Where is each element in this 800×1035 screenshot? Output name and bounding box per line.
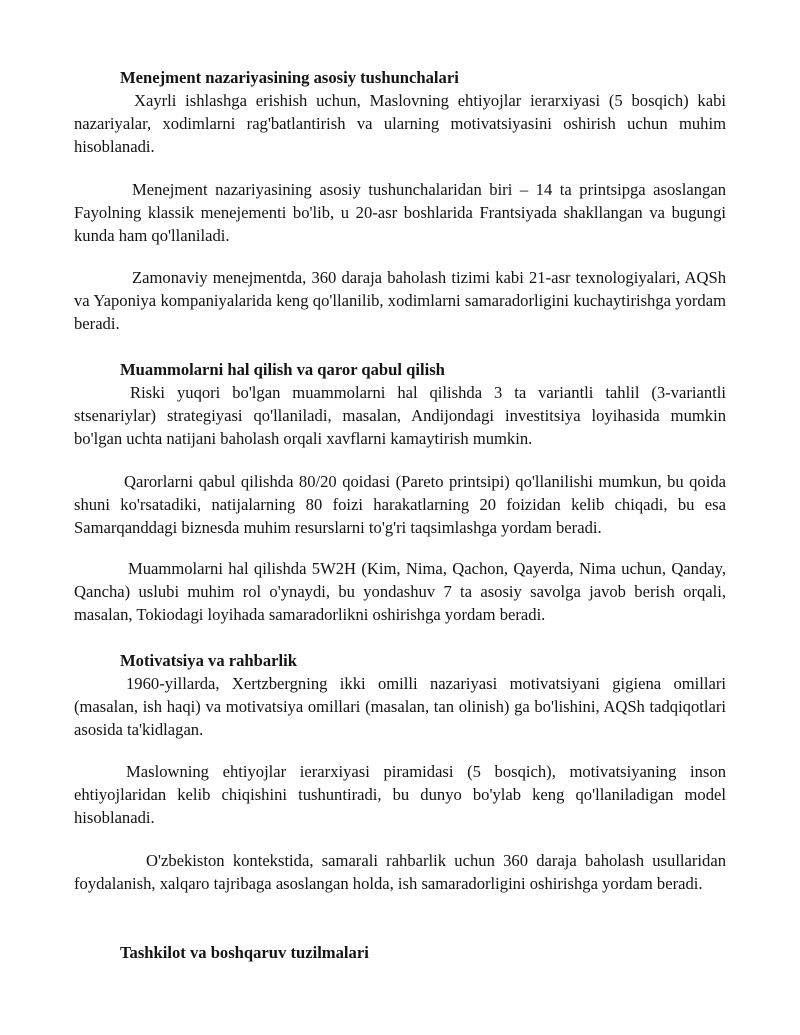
section-heading-3: Motivatsiya va rahbarlik (120, 651, 297, 670)
paragraph-1-3: Zamonaviy menejmentda, 360 daraja baholash tizimi kabi 21-asr texnologiyalari, AQSh va Yaponiya kompaniyalarida keng qo'llanilib, xodimlarni samaradorligini kuchaytirishga yordam beradi. (74, 268, 726, 333)
paragraph-3-3: O'zbekiston kontekstida, samarali rahbarlik uchun 360 daraja baholash usullaridan foydalanish, xalqaro tajribaga asoslangan holda, ish samaradorligini oshirishga yordam beradi. (74, 851, 726, 893)
paragraph-1-2: Menejment nazariyasining asosiy tushunchalaridan biri – 14 ta printsipga asoslangan Fayolning klassik menejementi bo'lib, u 20-asr boshlarida Frantsiyada shakllangan va bugungi kunda ham qo'llaniladi. (74, 180, 726, 245)
paragraph-2-3: Muammolarni hal qilishda 5W2H (Kim, Nima, Qachon, Qayerda, Nima uchun, Qanday, Qancha) uslubi muhim rol o'ynaydi, bu yondashuv 7 ta asosiy savolga javob berish orqali, masalan, Tokiodagi loyihada samaradorlikni oshirishga yordam beradi. (74, 559, 726, 624)
paragraph-2-1: Riski yuqori bo'lgan muammolarni hal qilishda 3 ta variantli tahlil (3-variantli stsenariylar) strategiyasi qo'llaniladi, masalan, Andijondagi investitsiya loyihasida mumkin bo'lgan uchta natijani baholash orqali xavflarni kamaytirish mumkin. (74, 383, 726, 448)
paragraph-3-2: Maslowning ehtiyojlar ierarxiyasi piramidasi (5 bosqich), motivatsiyaning inson ehtiyojlaridan kelib chiqishini tushuntiradi, bu dunyo bo'ylab keng qo'llaniladigan model hisoblanadi. (74, 762, 726, 827)
paragraph-1-1: Xayrli ishlashga erishish uchun, Maslovning ehtiyojlar ierarxiyasi (5 bosqich) kabi nazariyalar, xodimlarni rag'batlantirish va ularning motivatsiyasini oshirish uchun muhim hisoblanadi. (74, 91, 726, 156)
paragraph-2-2: Qarorlarni qabul qilishda 80/20 qoidasi (Pareto printsipi) qo'llanilishi mumkun, bu qoida shuni ko'rsatadiki, natijalarning 80 foizi harakatlarning 20 foizidan kelib chiqadi, bu esa Samarqanddagi biznesda muhim resurslarni to'g'ri taqsimlashga yordam beradi. (74, 472, 726, 537)
section-heading-2: Muammolarni hal qilish va qaror qabul qilish (120, 360, 445, 379)
section-heading-1: Menejment nazariyasining asosiy tushunchalari (120, 68, 459, 87)
paragraph-3-1: 1960-yillarda, Xertzbergning ikki omilli nazariyasi motivatsiyani gigiena omillari (masalan, ish haqi) va motivatsiya omillari (masalan, tan olinish) ga bo'lishini, AQSh tadqiqotlari asosida ta'kidlagan. (74, 674, 726, 739)
section-heading-4: Tashkilot va boshqaruv tuzilmalari (120, 943, 369, 962)
